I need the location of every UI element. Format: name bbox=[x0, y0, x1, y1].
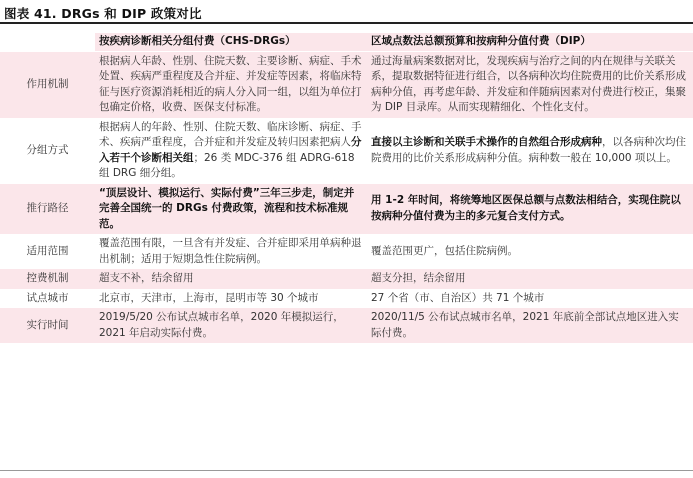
drg-cell: 覆盖范围有限，一旦含有并发症、合并症即采用单病种退出机制；适用于短期急性住院病例。 bbox=[95, 234, 367, 269]
row-label: 实行时间 bbox=[0, 308, 95, 343]
header-dip: 区域点数法总额预算和按病种分值付费（DIP） bbox=[367, 33, 693, 51]
dip-cell: 用 1-2 年时间，将统筹地区医保总额与点数法相结合，实现住院以按病种分值付费为主的多元复合支付方式。 bbox=[367, 184, 693, 235]
row-label: 适用范围 bbox=[0, 234, 95, 269]
table-row bbox=[0, 118, 693, 184]
dip-cell: 超支分担，结余留用 bbox=[367, 269, 693, 289]
dip-text: ，以各病种次均住院费用的比价关系形成病种分值。病种数一般在 10,000 项以上。 bbox=[371, 136, 686, 164]
header-drg: 按疾病诊断相关分组付费（CHS-DRGs） bbox=[95, 33, 367, 51]
row-label: 作用机制 bbox=[0, 51, 95, 118]
drg-cell: 北京市，天津市，上海市，昆明市等 30 个城市 bbox=[95, 289, 367, 309]
drg-cell: 2019/5/20 公布试点城市名单，2020 年模拟运行，2021 年启动实际付费。 bbox=[95, 308, 367, 343]
row-label: 推行路径 bbox=[0, 184, 95, 235]
header-blank-cell bbox=[0, 33, 95, 51]
drg-cell: “顶层设计、模拟运行、实际付费”三年三步走，制定并完善全国统一的 DRGs 付费政策，流程和技术标准规范。 bbox=[95, 184, 367, 235]
drg-cell: 根据病人年龄、性别、住院天数、主要诊断、病症、手术处置、疾病严重程度及合并症、并发症等因素，将临床特征与医疗资源消耗相近的病人分入同一组，以组为单位打包确定价格，收费、医保支付标准。 bbox=[95, 51, 367, 118]
figure-title: 图表 41. DRGs 和 DIP 政策对比 bbox=[4, 6, 202, 21]
table-row bbox=[0, 184, 693, 235]
dip-cell: 2020/11/5 公布试点城市名单，2021 年底前全部试点地区进入实际付费。 bbox=[367, 308, 693, 343]
header-row bbox=[0, 33, 693, 51]
title-divider bbox=[0, 22, 693, 24]
dip-cell: 通过海量病案数据对比，发现疾病与治疗之间的内在规律与关联关系，提取数据特征进行组合，以各病种次均住院费用的比价关系形成病种分值，再考虑年龄、并发症和伴随病因素对付费进行校正，集聚为 DIP 目录库。从而实现精细化、个性化支付。 bbox=[367, 51, 693, 118]
table-row bbox=[0, 308, 693, 343]
drg-text: ；26 类 MDC-376 组 ADRG-618 组 DRG 细分组。 bbox=[99, 151, 355, 179]
row-label: 试点城市 bbox=[0, 289, 95, 309]
table-row bbox=[0, 234, 693, 269]
table-row bbox=[0, 289, 693, 309]
table-bottom-rule bbox=[0, 470, 693, 471]
table-row bbox=[0, 269, 693, 289]
drg-bold-text: 分入若干个诊断相关组 bbox=[99, 136, 362, 164]
drg-text: 根据病人的年龄、性别、住院天数、临床诊断、病症、手术、疾病严重程度，合并症和并发症及转归因素把病人 bbox=[99, 120, 362, 148]
row-label: 控费机制 bbox=[0, 269, 95, 289]
dip-cell: 覆盖范围更广，包括住院病例。 bbox=[367, 234, 693, 269]
dip-cell: 27 个省（市、自治区）共 71 个城市 bbox=[367, 289, 693, 309]
dip-cell bbox=[367, 118, 693, 184]
table-row bbox=[0, 51, 693, 118]
row-label: 分组方式 bbox=[0, 118, 95, 184]
comparison-table bbox=[0, 33, 693, 343]
dip-bold-text: 直接以主诊断和关联手术操作的自然组合形成病种 bbox=[371, 136, 602, 148]
drg-cell bbox=[95, 118, 367, 184]
drg-cell: 超支不补，结余留用 bbox=[95, 269, 367, 289]
